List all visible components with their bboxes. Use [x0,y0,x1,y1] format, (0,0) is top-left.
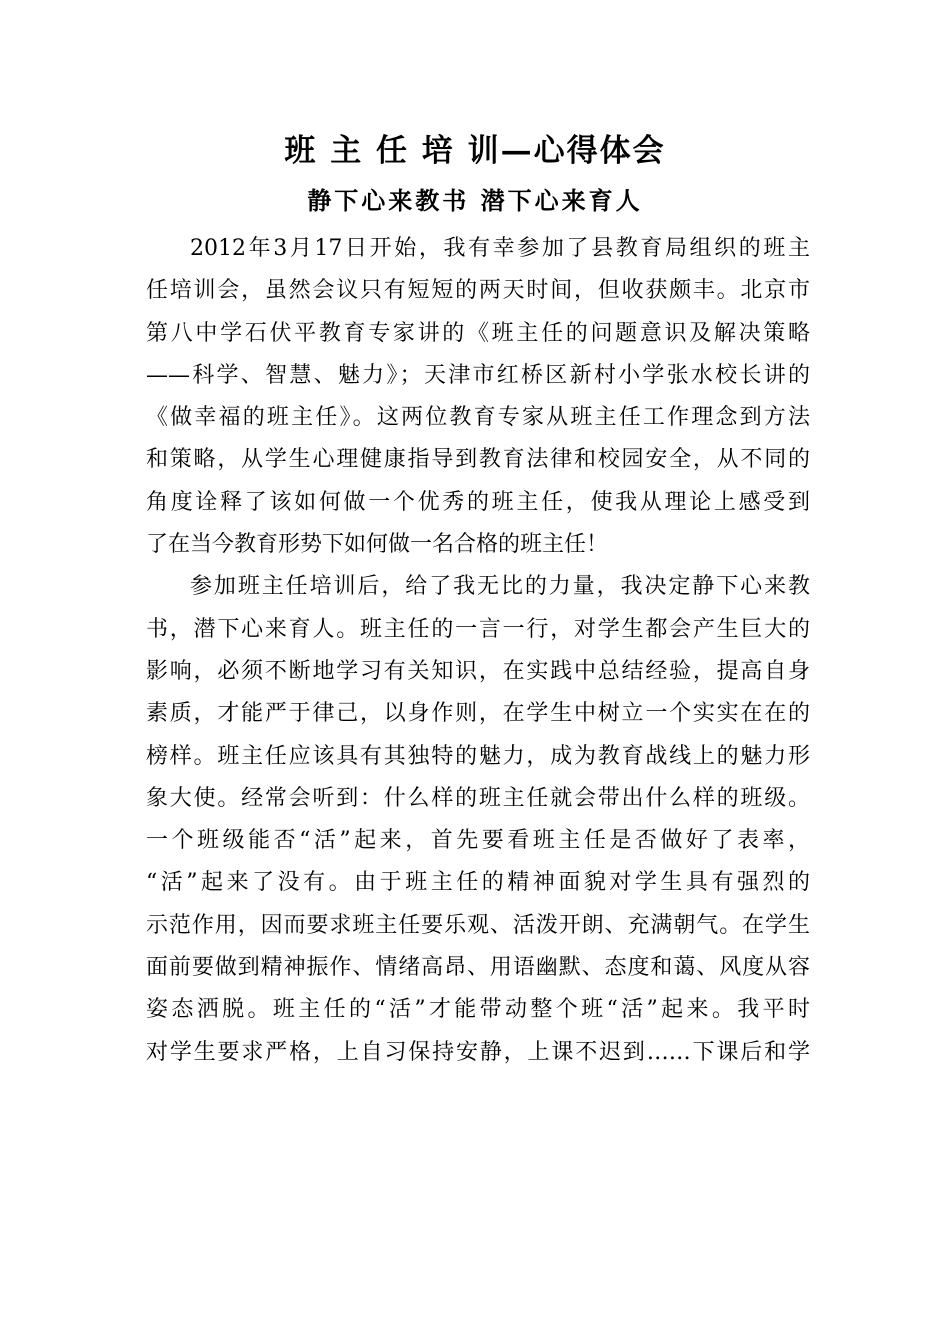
paragraph-line: 素质，才能严于律己，以身作则，在学生中树立一个实实在在的 [146,701,810,727]
paragraph-line: 姿态洒脱。班主任的“活”才能带动整个班“活”起来。我平时 [146,997,810,1023]
paragraph-line: 面前要做到精神振作、情绪高昂、用语幽默、态度和蔼、风度从容 [146,955,810,981]
paragraph-line: 一个班级能否“活”起来，首先要看班主任是否做好了表率， [146,828,810,854]
paragraph-line: 书，潜下心来育人。班主任的一言一行，对学生都会产生巨大的 [146,616,810,642]
paragraph-line: 角度诠释了该如何做一个优秀的班主任，使我从理论上感受到 [146,489,810,515]
paragraph-line: 象大使。经常会听到：什么样的班主任就会带出什么样的班级。 [146,785,810,811]
paragraph-line: 参加班主任培训后，给了我无比的力量，我决定静下心来教 [190,574,810,600]
paragraph-line: 和策略，从学生心理健康指导到教育法律和校园安全，从不同的 [146,447,810,473]
paragraph-line: “活”起来了没有。由于班主任的精神面貌对学生具有强烈的 [146,870,810,896]
paragraph-line: 任培训会，虽然会议只有短短的两天时间，但收获颇丰。北京市 [146,278,810,304]
paragraph-line: 第八中学石伏平教育专家讲的《班主任的问题意识及解决策略 [146,320,810,346]
document-subtitle: 静下心来教书 潜下心来育人 [307,187,643,215]
paragraph-line: 对学生要求严格，上自习保持安静，上课不迟到……下课后和学 [146,1039,810,1065]
document-title: 班 主 任 培 训—心得体会 [284,133,666,169]
paragraph-line: 影响，必须不断地学习有关知识，在实践中总结经验，提高自身 [146,658,810,684]
document-body [146,228,810,1074]
paragraph-1 [146,228,810,566]
paragraph-line: 了在当今教育形势下如何做一名合格的班主任！ [146,532,609,558]
paragraph-2 [146,566,810,1074]
paragraph-line: 榜样。班主任应该具有其独特的魅力，成为教育战线上的魅力形 [146,743,810,769]
paragraph-line: 示范作用，因而要求班主任要乐观、活泼开朗、充满朝气。在学生 [146,912,810,938]
paragraph-line: ——科学、智慧、魅力》；天津市红桥区新村小学张水校长讲的 [146,362,810,388]
paragraph-line: 《做幸福的班主任》。这两位教育专家从班主任工作理念到方法 [146,405,810,431]
paragraph-line: 2012年3月17日开始，我有幸参加了县教育局组织的班主 [190,236,810,261]
